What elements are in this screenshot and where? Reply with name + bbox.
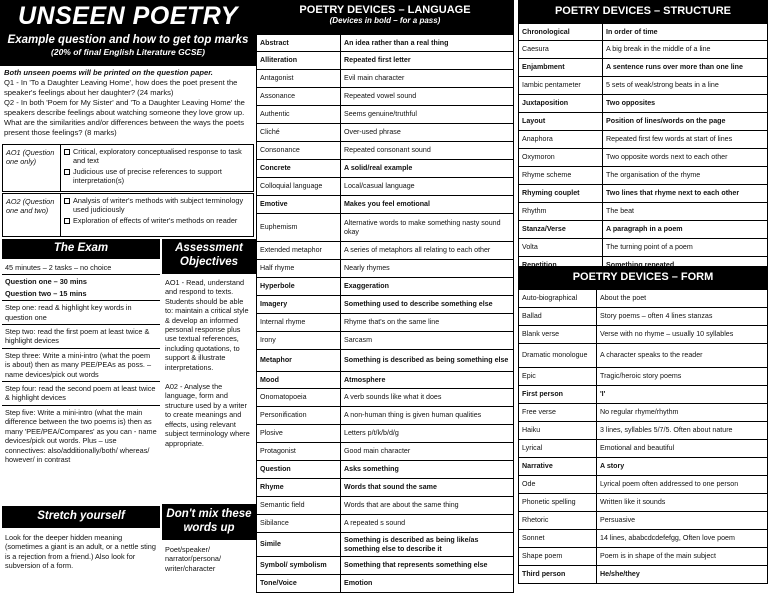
language-definition: Nearly rhymes (341, 260, 514, 278)
language-row (257, 533, 514, 557)
language-term: Sibilance (257, 515, 341, 533)
form-definition: No regular rhyme/rhythm (597, 404, 768, 422)
language-row (257, 515, 514, 533)
language-row (257, 296, 514, 314)
form-term: Free verse (519, 404, 597, 422)
mix-text: Poet/speaker/ narrator/persona/ writer/character (165, 545, 221, 573)
language-term: Euphemism (257, 214, 341, 242)
language-term: Antagonist (257, 70, 341, 88)
structure-definition: In order of time (603, 24, 768, 41)
language-term: Onomatopoeia (257, 389, 341, 407)
form-row (519, 404, 768, 422)
language-row (257, 479, 514, 497)
structure-term: Chronological (519, 24, 603, 41)
language-definition: A verb sounds like what it does (341, 389, 514, 407)
page-title: UNSEEN POETRY (18, 2, 238, 30)
structure-term: Anaphora (519, 131, 603, 149)
structure-definition: The beat (603, 203, 768, 221)
structure-row (519, 239, 768, 257)
language-term: Half rhyme (257, 260, 341, 278)
language-row (257, 214, 514, 242)
ao1-box (2, 144, 254, 192)
structure-term: Rhythm (519, 203, 603, 221)
exam-row: Step five: Write a mini-intro (what the main difference between the two poems is) then as many 'PEE/PEA/Compares' as you can - name devices/pick out words. Plus – use connectives: also/additionally/both/ whereas/ however/ in contrast (5, 407, 157, 464)
assessment-ao2: A02 - Analyse the language, form and structure used by a writer to create meanings and effects, using relevant subject terminology where appropriate. (165, 382, 250, 448)
intro-questions (4, 68, 254, 138)
structure-row (519, 149, 768, 167)
form-table (518, 289, 768, 584)
language-row (257, 497, 514, 515)
structure-definition: Repeated first few words at start of lines (603, 131, 768, 149)
structure-definition: Two opposites (603, 95, 768, 113)
form-definition: Verse with no rhyme – usually 10 syllables (597, 326, 768, 344)
language-definition: Something used to describe something else (341, 296, 514, 314)
form-row (519, 386, 768, 404)
structure-row (519, 59, 768, 77)
language-definition: Local/casual language (341, 178, 514, 196)
structure-header: POETRY DEVICES – STRUCTURE (518, 0, 768, 23)
form-definition: Written like it sounds (597, 494, 768, 512)
language-term: Mood (257, 372, 341, 389)
language-header (256, 0, 514, 34)
language-row (257, 461, 514, 479)
language-definition: Words that sound the same (341, 479, 514, 497)
ao1-item: Judicious use of precise references to support interpretation(s) (64, 167, 250, 186)
exam-header: The Exam (2, 239, 160, 259)
language-definition: Emotion (341, 575, 514, 593)
structure-row (519, 203, 768, 221)
language-definition: Atmosphere (341, 372, 514, 389)
language-term: Tone/Voice (257, 575, 341, 593)
structure-term: Juxtaposition (519, 95, 603, 113)
checkbox-icon (64, 218, 70, 224)
language-term: Protagonist (257, 443, 341, 461)
form-definition: A character speaks to the reader (597, 344, 768, 368)
structure-term: Enjambment (519, 59, 603, 77)
language-term: Symbol/ symbolism (257, 557, 341, 575)
structure-term: Volta (519, 239, 603, 257)
question-two: Q2 - In both 'Poem for My Sister' and 'To a Daughter Leaving Home' the speakers describe feelings about watching someone they love grow up. What are the similarities and/or differences between the ways the poets present those feelings? (8 marks) (4, 98, 245, 137)
form-term: Haiku (519, 422, 597, 440)
form-row (519, 440, 768, 458)
form-row (519, 530, 768, 548)
structure-term: Oxymoron (519, 149, 603, 167)
language-definition: Something is described as being something else (341, 350, 514, 372)
form-term: Third person (519, 566, 597, 584)
checkbox-icon (64, 198, 70, 204)
language-term: Alliteration (257, 52, 341, 70)
form-term: Ode (519, 476, 597, 494)
assessment-objectives (162, 276, 256, 450)
structure-row (519, 77, 768, 95)
language-term: Plosive (257, 425, 341, 443)
assessment-ao1: AO1 - Read, understand and respond to texts. Students should be able to: maintain a critical style & develop an informed personal response plus use textual references, including quotations, to support & illustrate interpretations. (165, 278, 249, 372)
form-term: Narrative (519, 458, 597, 476)
structure-definition: Two lines that rhyme next to each other (603, 185, 768, 203)
language-definition: Asks something (341, 461, 514, 479)
language-definition: Repeated first letter (341, 52, 514, 70)
language-row (257, 389, 514, 407)
structure-definition: The turning point of a poem (603, 239, 768, 257)
form-row (519, 308, 768, 326)
language-term: Internal rhyme (257, 314, 341, 332)
ao2-item: Exploration of effects of writer's methods on reader (64, 216, 250, 225)
form-definition: Persuasive (597, 512, 768, 530)
language-term: Rhyme (257, 479, 341, 497)
language-table (256, 34, 514, 593)
stretch-header: Stretch yourself (2, 506, 160, 528)
form-definition: Poem is in shape of the main subject (597, 548, 768, 566)
language-definition: Letters p/t/k/b/d/g (341, 425, 514, 443)
form-row (519, 368, 768, 386)
language-definition: Seems genuine/truthful (341, 106, 514, 124)
language-definition: Sarcasm (341, 332, 514, 350)
language-row (257, 575, 514, 593)
form-row (519, 512, 768, 530)
language-row (257, 372, 514, 389)
form-term: Sonnet (519, 530, 597, 548)
title-banner (0, 0, 256, 66)
language-definition: Rhyme that's on the same line (341, 314, 514, 332)
form-definition: A story (597, 458, 768, 476)
form-row (519, 326, 768, 344)
structure-row (519, 131, 768, 149)
mix-header: Don't mix these words up (162, 504, 256, 540)
language-row (257, 350, 514, 372)
language-definition: Over-used phrase (341, 124, 514, 142)
language-term: Imagery (257, 296, 341, 314)
structure-row (519, 185, 768, 203)
structure-term: Rhyme scheme (519, 167, 603, 185)
language-note: (Devices in bold – for a pass) (329, 16, 441, 25)
structure-row (519, 113, 768, 131)
form-term: Rhetoric (519, 512, 597, 530)
form-row (519, 548, 768, 566)
form-term: First person (519, 386, 597, 404)
language-term: Extended metaphor (257, 242, 341, 260)
structure-definition: Two opposite words next to each other (603, 149, 768, 167)
structure-term: Stanza/Verse (519, 221, 603, 239)
language-row (257, 124, 514, 142)
language-term: Semantic field (257, 497, 341, 515)
checkbox-icon (64, 149, 70, 155)
structure-table (518, 23, 768, 275)
language-row (257, 260, 514, 278)
form-term: Lyrical (519, 440, 597, 458)
ao2-label: AO2 (Question one and two) (3, 194, 61, 236)
form-row (519, 422, 768, 440)
language-row (257, 332, 514, 350)
language-row (257, 142, 514, 160)
language-term: Personification (257, 407, 341, 425)
language-definition: Exaggeration (341, 278, 514, 296)
structure-term: Iambic pentameter (519, 77, 603, 95)
language-term: Question (257, 461, 341, 479)
language-title: POETRY DEVICES – LANGUAGE (299, 4, 471, 16)
language-term: Metaphor (257, 350, 341, 372)
language-definition: Good main character (341, 443, 514, 461)
language-definition: Evil main character (341, 70, 514, 88)
structure-definition: A sentence runs over more than one line (603, 59, 768, 77)
question-one: Q1 - In 'To a Daughter Leaving Home', how does the poet present the speaker's feelings about her daughter? (24 marks) (4, 78, 238, 97)
language-row (257, 52, 514, 70)
exam-row: Step four: read the second poem at least twice & highlight devices (2, 382, 160, 406)
form-term: Ballad (519, 308, 597, 326)
structure-term: Layout (519, 113, 603, 131)
language-definition: Words that are about the same thing (341, 497, 514, 515)
form-term: Phonetic spelling (519, 494, 597, 512)
structure-row (519, 221, 768, 239)
exam-row: 45 minutes – 2 tasks – no choice (2, 261, 160, 275)
page-subtitle: Example question and how to get top marks (7, 34, 249, 46)
form-header: POETRY DEVICES – FORM (518, 266, 768, 289)
structure-definition: 5 sets of weak/strong beats in a line (603, 77, 768, 95)
form-row (519, 494, 768, 512)
structure-term: Caesura (519, 41, 603, 59)
form-term: Epic (519, 368, 597, 386)
language-term: Assonance (257, 88, 341, 106)
language-row (257, 407, 514, 425)
language-term: Consonance (257, 142, 341, 160)
language-definition: A non-human thing is given human qualities (341, 407, 514, 425)
form-definition: Emotional and beautiful (597, 440, 768, 458)
form-term: Blank verse (519, 326, 597, 344)
language-row (257, 557, 514, 575)
language-row (257, 88, 514, 106)
form-row (519, 566, 768, 584)
language-term: Hyperbole (257, 278, 341, 296)
language-term: Concrete (257, 160, 341, 178)
language-term: Cliché (257, 124, 341, 142)
language-term: Authentic (257, 106, 341, 124)
form-definition: About the poet (597, 290, 768, 308)
assessment-header: Assessment Objectives (162, 239, 256, 274)
stretch-text: Look for the deeper hidden meaning (sometimes a giant is an adult, or a nettle sting is a rejection from a friend.) Also look for subversion of a form. (5, 533, 156, 571)
structure-term: Rhyming couplet (519, 185, 603, 203)
form-definition: 14 lines, ababcdcdefefgg, Often love poem (597, 530, 768, 548)
page-subnote: (20% of final English Literature GCSE) (51, 47, 205, 57)
language-definition: Repeated vowel sound (341, 88, 514, 106)
structure-definition: A big break in the middle of a line (603, 41, 768, 59)
ao1-label: AO1 (Question one only) (3, 145, 61, 191)
language-term: Simile (257, 533, 341, 557)
language-definition: A series of metaphors all relating to each other (341, 242, 514, 260)
language-definition: A repeated s sound (341, 515, 514, 533)
language-row (257, 314, 514, 332)
form-definition: 'I' (597, 386, 768, 404)
form-term: Dramatic monologue (519, 344, 597, 368)
form-term: Auto-biographical (519, 290, 597, 308)
ao2-box (2, 193, 254, 237)
language-definition: An idea rather than a real thing (341, 35, 514, 52)
language-term: Emotive (257, 196, 341, 214)
form-row (519, 458, 768, 476)
ao1-item: Critical, exploratory conceptualised response to task and text (64, 147, 250, 166)
language-definition: Something that represents something else (341, 557, 514, 575)
exam-steps (2, 261, 160, 480)
form-definition: He/she/they (597, 566, 768, 584)
language-definition: Something is described as being like/as something else to describe it (341, 533, 514, 557)
language-row (257, 443, 514, 461)
intro-line: Both unseen poems will be printed on the question paper. (4, 68, 213, 77)
language-row (257, 178, 514, 196)
language-row (257, 70, 514, 88)
structure-row (519, 167, 768, 185)
exam-row: Question one – 30 mins (5, 277, 87, 287)
language-term: Irony (257, 332, 341, 350)
form-definition: Story poems – often 4 lines stanzas (597, 308, 768, 326)
language-definition: Alternative words to make something nasty sound okay (341, 214, 514, 242)
structure-definition: The organisation of the rhyme (603, 167, 768, 185)
form-row (519, 476, 768, 494)
language-definition: Repeated consonant sound (341, 142, 514, 160)
language-term: Colloquial language (257, 178, 341, 196)
form-row (519, 290, 768, 308)
exam-row: Question two – 15 mins (2, 287, 160, 301)
language-section (256, 0, 514, 593)
exam-row: Step three: Write a mini-intro (what the poem is about) then as many PEE/PEAs as poss. – name devices/pick out words (2, 349, 160, 382)
language-term: Abstract (257, 35, 341, 52)
ao2-item: Analysis of writer's methods with subject terminology used judiciously (64, 196, 250, 215)
language-row (257, 160, 514, 178)
exam-row: Step one: read & highlight key words in question one (2, 301, 160, 325)
language-row (257, 242, 514, 260)
checkbox-icon (64, 169, 70, 175)
form-definition: Lyrical poem often addressed to one person (597, 476, 768, 494)
form-section (518, 266, 768, 584)
structure-row (519, 24, 768, 41)
language-row (257, 278, 514, 296)
form-definition: Tragic/heroic story poems (597, 368, 768, 386)
structure-row (519, 41, 768, 59)
language-row (257, 35, 514, 52)
form-row (519, 344, 768, 368)
language-row (257, 196, 514, 214)
structure-section (518, 0, 768, 275)
language-row (257, 106, 514, 124)
language-definition: A solid/real example (341, 160, 514, 178)
form-term: Shape poem (519, 548, 597, 566)
form-definition: 3 lines, syllables 5/7/5. Often about nature (597, 422, 768, 440)
language-definition: Makes you feel emotional (341, 196, 514, 214)
language-row (257, 425, 514, 443)
exam-row: Step two: read the first poem at least twice & highlight devices (2, 325, 160, 349)
structure-row (519, 95, 768, 113)
structure-definition: A paragraph in a poem (603, 221, 768, 239)
structure-definition: Position of lines/words on the page (603, 113, 768, 131)
